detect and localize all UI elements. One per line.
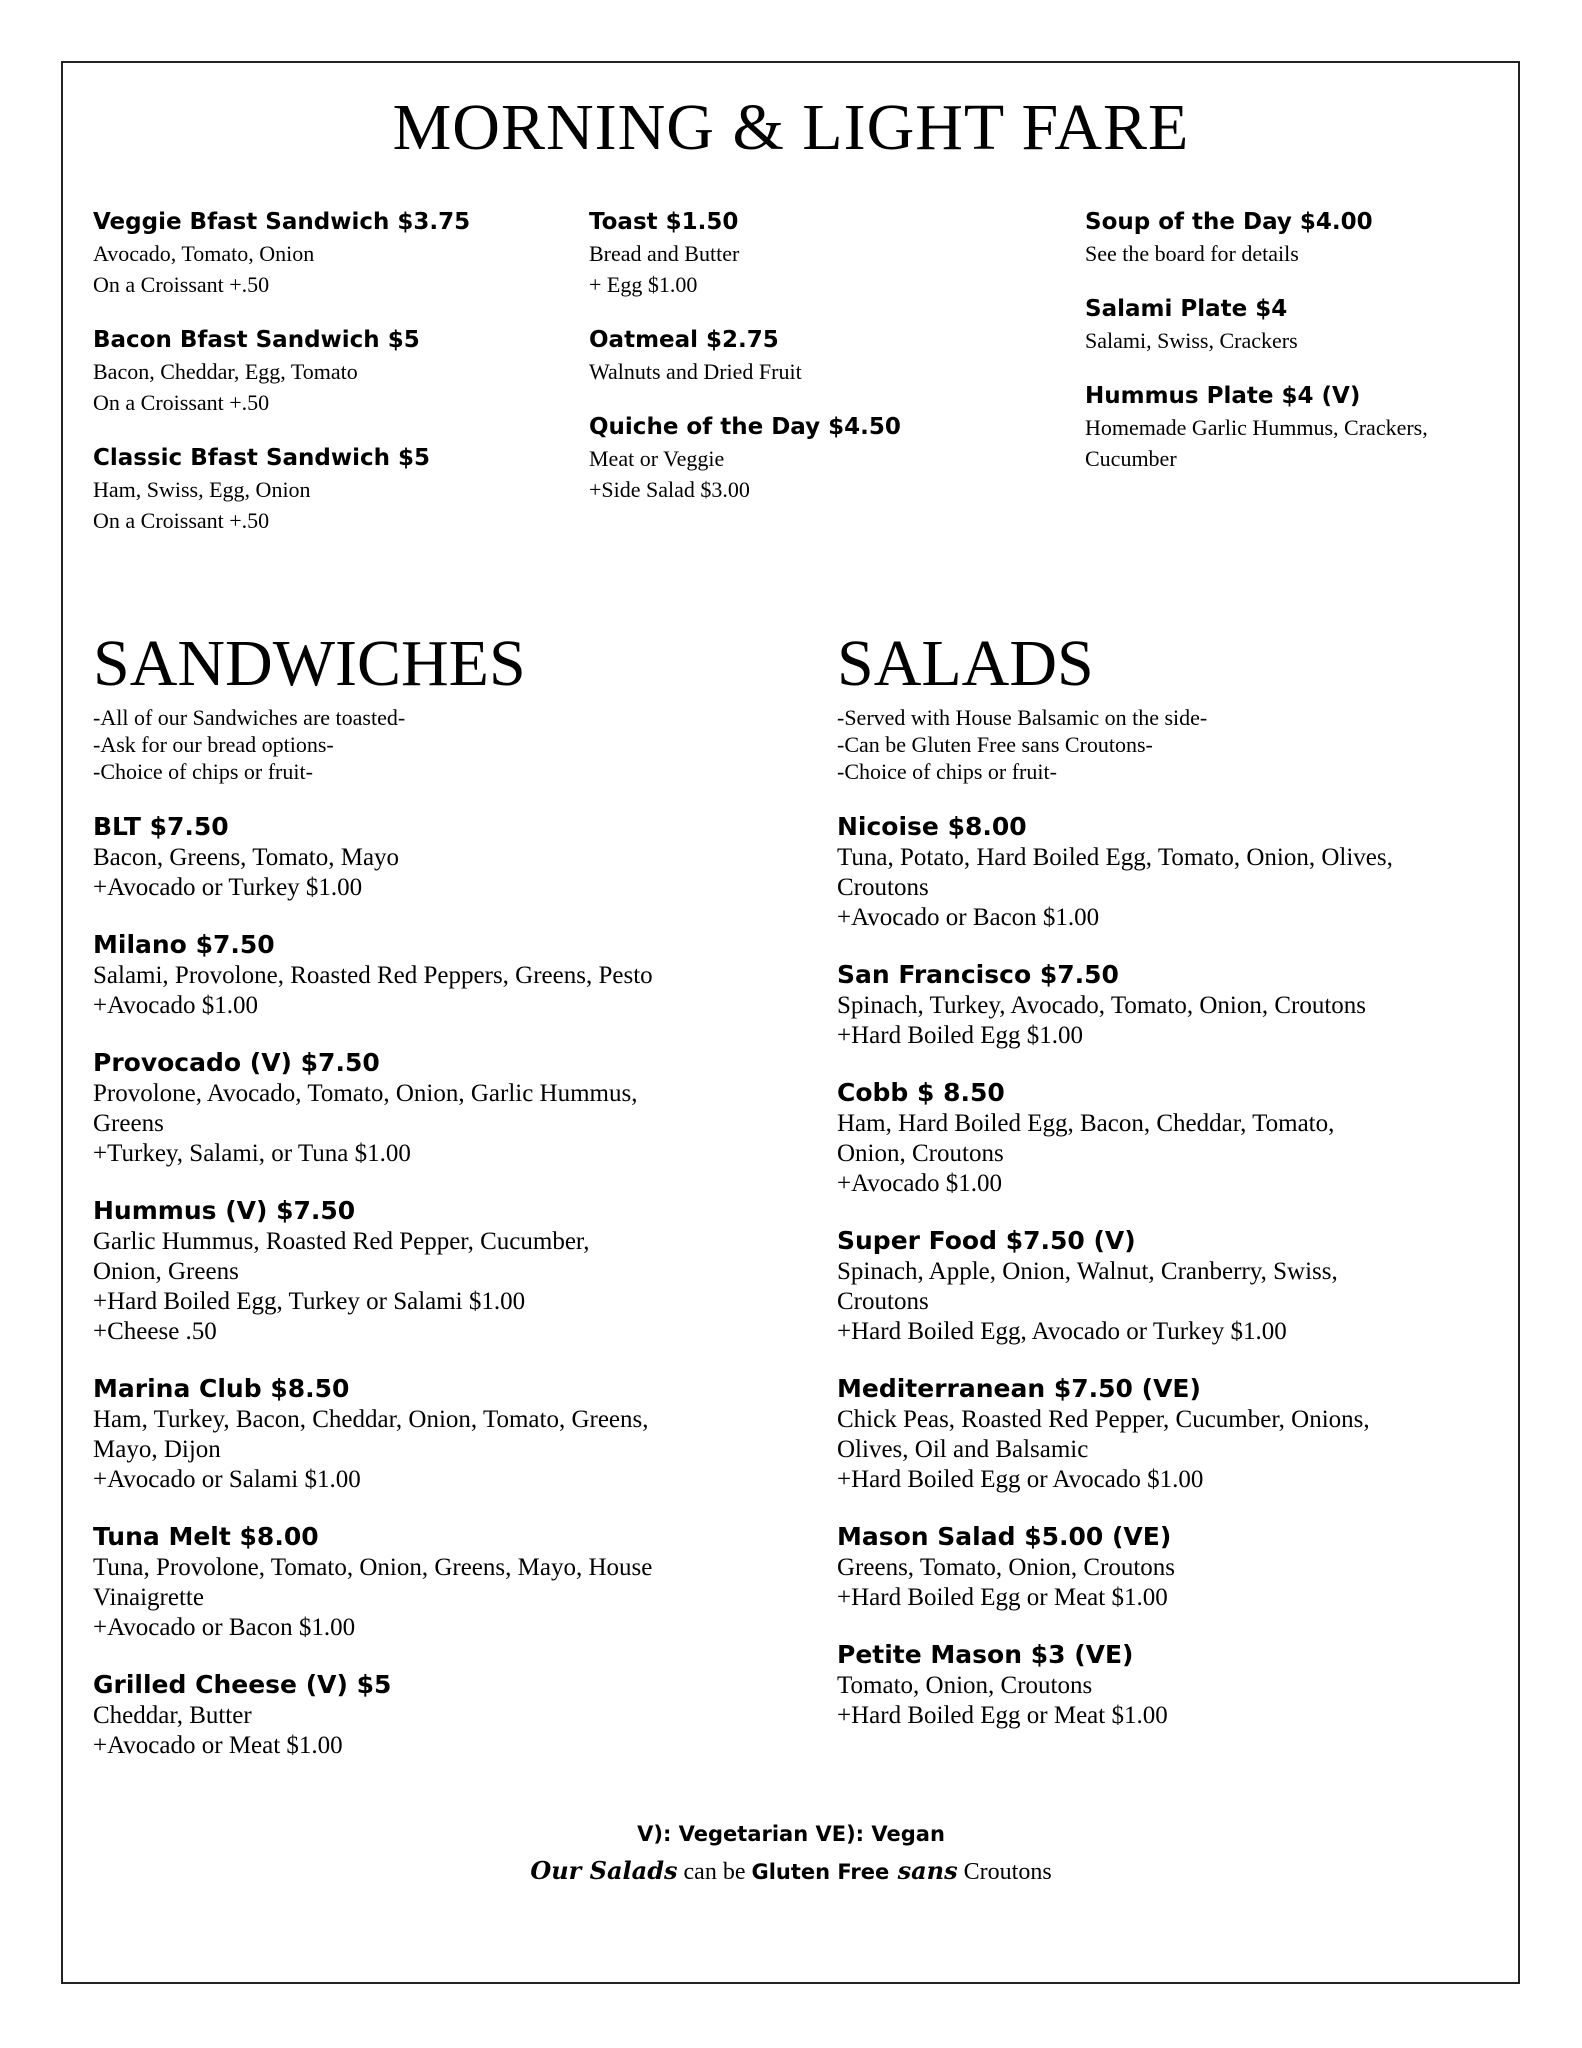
salads-section (837, 628, 1517, 1757)
menu-item-description: +Hard Boiled Egg, Avocado or Turkey $1.00 (837, 1318, 1287, 1345)
menu-item (93, 206, 533, 300)
menu-item-description: Salami, Swiss, Crackers (1085, 328, 1298, 353)
menu-item (93, 1195, 793, 1347)
menu-item (837, 1373, 1517, 1495)
menu-item (93, 442, 533, 536)
menu-item-title: Toast $1.50 (589, 209, 739, 235)
menu-item (1085, 293, 1515, 356)
menu-item (93, 1521, 793, 1643)
page-title: MORNING & LIGHT FARE (392, 91, 1190, 164)
salads-items (837, 811, 1517, 1731)
menu-item-description: Croutons (837, 1288, 929, 1315)
menu-item-title: Provocado (V) $7.50 (93, 1048, 380, 1077)
menu-item-description: Homemade Garlic Hummus, Crackers, (1085, 415, 1428, 440)
menu-item-description: +Avocado or Turkey $1.00 (93, 874, 363, 901)
menu-item-description: Provolone, Avocado, Tomato, Onion, Garlic Hummus, (93, 1080, 638, 1107)
menu-item (93, 1047, 793, 1169)
menu-item-description: Onion, Greens (93, 1258, 239, 1285)
menu-item-title: Super Food $7.50 (V) (837, 1226, 1136, 1255)
menu-item-title: Milano $7.50 (93, 930, 275, 959)
menu-item-description: Bread and Butter (589, 241, 740, 266)
menu-item-description: Tuna, Potato, Hard Boiled Egg, Tomato, Onion, Olives, (837, 844, 1393, 871)
morning-column-1 (93, 206, 533, 560)
menu-item-title: Cobb $ 8.50 (837, 1078, 1005, 1107)
section-note: -Choice of chips or fruit- (837, 759, 1057, 784)
menu-item (1085, 380, 1515, 474)
diet-legend: V): Vegetarian VE): Vegan (637, 1822, 945, 1846)
menu-item-title: San Francisco $7.50 (837, 960, 1119, 989)
sandwiches-heading: SANDWICHES (93, 627, 526, 700)
menu-item-description: On a Croissant +.50 (93, 390, 270, 415)
menu-item-description: Spinach, Turkey, Avocado, Tomato, Onion, Croutons (837, 992, 1367, 1019)
menu-item (837, 959, 1517, 1051)
menu-item-description: Ham, Swiss, Egg, Onion (93, 477, 311, 502)
menu-item-description: Meat or Veggie (589, 446, 725, 471)
menu-item-description: See the board for details (1085, 241, 1299, 266)
menu-item-description: +Avocado or Salami $1.00 (93, 1466, 361, 1493)
morning-column-3 (1085, 206, 1515, 498)
menu-item (837, 1639, 1517, 1731)
menu-item-description: +Turkey, Salami, or Tuna $1.00 (93, 1140, 411, 1167)
menu-item-title: Marina Club $8.50 (93, 1374, 350, 1403)
menu-item (589, 324, 1029, 387)
menu-item-description: Spinach, Apple, Onion, Walnut, Cranberry, Swiss, (837, 1258, 1338, 1285)
menu-item-description: +Hard Boiled Egg $1.00 (837, 1022, 1084, 1049)
menu-item-description: Greens (93, 1110, 164, 1137)
sandwiches-notes (93, 704, 793, 785)
menu-item-description: Olives, Oil and Balsamic (837, 1436, 1089, 1463)
morning-column-2 (589, 206, 1029, 529)
menu-item-description: +Hard Boiled Egg or Meat $1.00 (837, 1702, 1168, 1729)
menu-item-description: +Hard Boiled Egg or Meat $1.00 (837, 1584, 1168, 1611)
menu-item-description: Ham, Turkey, Bacon, Cheddar, Onion, Tomato, Greens, (93, 1406, 649, 1433)
menu-item-description: Salami, Provolone, Roasted Red Peppers, Greens, Pesto (93, 962, 653, 989)
menu-item-description: + Egg $1.00 (589, 272, 698, 297)
note-our-salads: Our Salads (530, 1856, 678, 1885)
menu-item-title: Grilled Cheese (V) $5 (93, 1670, 392, 1699)
menu-item-description: Tomato, Onion, Croutons (837, 1672, 1093, 1699)
menu-item-description: +Side Salad $3.00 (589, 477, 750, 502)
menu-item-description: +Hard Boiled Egg, Turkey or Salami $1.00 (93, 1288, 526, 1315)
menu-item (93, 1373, 793, 1495)
menu-item (93, 324, 533, 418)
section-note: -Can be Gluten Free sans Croutons- (837, 732, 1153, 757)
menu-item-description: Walnuts and Dried Fruit (589, 359, 802, 384)
menu-item-title: Mediterranean $7.50 (VE) (837, 1374, 1201, 1403)
menu-item-description: Avocado, Tomato, Onion (93, 241, 315, 266)
menu-item-title: Salami Plate $4 (1085, 296, 1288, 322)
menu-item (589, 411, 1029, 505)
menu-item (589, 206, 1029, 300)
menu-item-title: Tuna Melt $8.00 (93, 1522, 319, 1551)
menu-item-description: Chick Peas, Roasted Red Pepper, Cucumber, Onions, (837, 1406, 1370, 1433)
menu-item-description: Croutons (837, 874, 929, 901)
note-can-be: can be (677, 1859, 752, 1885)
menu-item-description: +Hard Boiled Egg or Avocado $1.00 (837, 1466, 1204, 1493)
menu-item-title: Nicoise $8.00 (837, 812, 1027, 841)
sandwiches-section (93, 628, 793, 1787)
menu-item-title: BLT $7.50 (93, 812, 229, 841)
menu-item (837, 1077, 1517, 1199)
note-gluten-free: Gluten Free (751, 1860, 890, 1884)
section-note: -Served with House Balsamic on the side- (837, 705, 1208, 730)
menu-item-description: Ham, Hard Boiled Egg, Bacon, Cheddar, Tomato, (837, 1110, 1335, 1137)
gluten-free-note (0, 1856, 1582, 1886)
note-sans: sans (889, 1856, 958, 1885)
menu-item-title: Veggie Bfast Sandwich $3.75 (93, 209, 471, 235)
menu-item-title: Quiche of the Day $4.50 (589, 414, 901, 440)
section-note: -Choice of chips or fruit- (93, 759, 313, 784)
menu-item-title: Hummus (V) $7.50 (93, 1196, 356, 1225)
menu-item-title: Bacon Bfast Sandwich $5 (93, 327, 420, 353)
note-croutons: Croutons (957, 1859, 1052, 1885)
menu-item-description: Garlic Hummus, Roasted Red Pepper, Cucumber, (93, 1228, 590, 1255)
menu-item-title: Mason Salad $5.00 (VE) (837, 1522, 1172, 1551)
menu-item (1085, 206, 1515, 269)
menu-item (93, 929, 793, 1021)
menu-item-description: +Avocado $1.00 (837, 1170, 1002, 1197)
menu-item-description: On a Croissant +.50 (93, 272, 270, 297)
menu-item (837, 1225, 1517, 1347)
menu-item-description: Vinaigrette (93, 1584, 204, 1611)
menu-item-title: Petite Mason $3 (VE) (837, 1640, 1134, 1669)
menu-item-description: Cheddar, Butter (93, 1702, 252, 1729)
menu-item-description: Bacon, Cheddar, Egg, Tomato (93, 359, 358, 384)
menu-item-description: Bacon, Greens, Tomato, Mayo (93, 844, 400, 871)
menu-item-description: +Cheese .50 (93, 1318, 217, 1345)
menu-item-title: Classic Bfast Sandwich $5 (93, 445, 431, 471)
menu-item-title: Hummus Plate $4 (V) (1085, 383, 1361, 409)
section-note: -Ask for our bread options- (93, 732, 334, 757)
menu-item (837, 811, 1517, 933)
menu-item-description: Cucumber (1085, 446, 1177, 471)
menu-item-title: Oatmeal $2.75 (589, 327, 779, 353)
menu-item-description: On a Croissant +.50 (93, 508, 270, 533)
menu-item-description: +Avocado or Meat $1.00 (93, 1732, 343, 1759)
menu-item-title: Soup of the Day $4.00 (1085, 209, 1373, 235)
sandwiches-items (93, 811, 793, 1761)
menu-item-description: +Avocado or Bacon $1.00 (837, 904, 1100, 931)
section-note: -All of our Sandwiches are toasted- (93, 705, 406, 730)
menu-item-description: +Avocado or Bacon $1.00 (93, 1614, 356, 1641)
salads-heading: SALADS (837, 627, 1094, 700)
menu-item (93, 811, 793, 903)
menu-item-description: Mayo, Dijon (93, 1436, 221, 1463)
salads-notes (837, 704, 1517, 785)
menu-item-description: Tuna, Provolone, Tomato, Onion, Greens, Mayo, House (93, 1554, 653, 1581)
menu-item (93, 1669, 793, 1761)
menu-item (837, 1521, 1517, 1613)
menu-item-description: Onion, Croutons (837, 1140, 1004, 1167)
menu-item-description: Greens, Tomato, Onion, Croutons (837, 1554, 1176, 1581)
menu-item-description: +Avocado $1.00 (93, 992, 258, 1019)
